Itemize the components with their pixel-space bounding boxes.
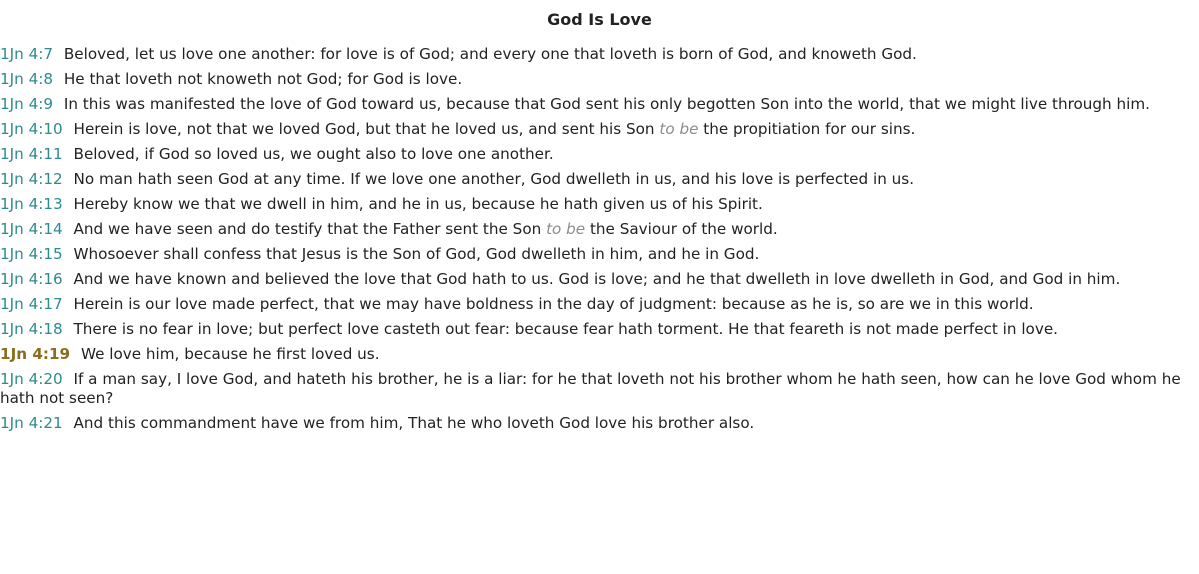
verse-ref-link[interactable]: 1Jn 4:17	[0, 295, 63, 313]
verse-text: Herein is our love made perfect, that we may have boldness in the day of judgment: because as he is, so are we in this world.	[73, 295, 1034, 313]
verse-ref-link[interactable]: 1Jn 4:15	[0, 245, 63, 263]
verse-ref-link[interactable]: 1Jn 4:12	[0, 170, 63, 188]
verse-text: Hereby know we that we dwell in him, and he in us, because he hath given us of his Spirit.	[73, 195, 763, 213]
verse-1jn-4-17	[0, 295, 1192, 314]
verse-text: We love him, because he first loved us.	[80, 345, 380, 363]
verse-text: In this was manifested the love of God toward us, because that God sent his only begotten Son into the world, that we might live through him.	[63, 95, 1150, 113]
verse-text-italic: to be	[659, 120, 699, 138]
verse-text: He that loveth not knoweth not God; for God is love.	[63, 70, 463, 88]
verse-1jn-4-15	[0, 245, 1192, 264]
verse-ref-link-current[interactable]: 1Jn 4:19	[0, 345, 71, 363]
verse-ref-link[interactable]: 1Jn 4:18	[0, 320, 63, 338]
verse-text: And we have known and believed the love that God hath to us. God is love; and he that dwelleth in love dwelleth in God, and God in him.	[73, 270, 1121, 288]
verse-text-italic: to be	[546, 220, 586, 238]
verse-text: Beloved, if God so loved us, we ought also to love one another.	[73, 145, 554, 163]
verse-text: the Saviour of the world.	[585, 220, 778, 238]
verse-1jn-4-11	[0, 145, 1192, 164]
verse-1jn-4-21	[0, 414, 1192, 433]
verse-1jn-4-10	[0, 120, 1192, 139]
verse-ref-link[interactable]: 1Jn 4:8	[0, 70, 54, 88]
verse-text: There is no fear in love; but perfect love casteth out fear: because fear hath torment. He that feareth is not made perfect in love.	[73, 320, 1059, 338]
verse-ref-link[interactable]: 1Jn 4:14	[0, 220, 63, 238]
verse-text: Herein is love, not that we loved God, but that he loved us, and sent his Son	[73, 120, 660, 138]
verse-ref-link[interactable]: 1Jn 4:9	[0, 95, 54, 113]
verse-text: Whosoever shall confess that Jesus is the Son of God, God dwelleth in him, and he in God.	[73, 245, 760, 263]
verse-1jn-4-9	[0, 95, 1192, 114]
verse-ref-link[interactable]: 1Jn 4:7	[0, 45, 54, 63]
verse-ref-link[interactable]: 1Jn 4:20	[0, 370, 63, 388]
verse-1jn-4-14	[0, 220, 1192, 239]
verse-text: Beloved, let us love one another: for love is of God; and every one that loveth is born of God, and knoweth God.	[63, 45, 917, 63]
verse-1jn-4-20	[0, 370, 1192, 408]
verse-1jn-4-7	[0, 45, 1192, 64]
verse-1jn-4-13	[0, 195, 1192, 214]
verse-1jn-4-18	[0, 320, 1192, 339]
verse-1jn-4-16	[0, 270, 1192, 289]
verse-1jn-4-12	[0, 170, 1192, 189]
verse-text: And this commandment have we from him, That he who loveth God love his brother also.	[73, 414, 755, 432]
verse-ref-link[interactable]: 1Jn 4:21	[0, 414, 63, 432]
page-title: God Is Love	[547, 10, 652, 29]
verse-text: If a man say, I love God, and hateth his brother, he is a liar: for he that loveth not his brother whom he hath seen, how can he love God whom he hath not seen?	[0, 370, 1181, 407]
verse-ref-link[interactable]: 1Jn 4:13	[0, 195, 63, 213]
verse-list	[0, 45, 1199, 439]
verse-ref-link[interactable]: 1Jn 4:10	[0, 120, 63, 138]
verse-text: No man hath seen God at any time. If we love one another, God dwelleth in us, and his love is perfected in us.	[73, 170, 915, 188]
verse-1jn-4-8	[0, 70, 1192, 89]
verse-ref-link[interactable]: 1Jn 4:11	[0, 145, 63, 163]
verse-1jn-4-19	[0, 345, 1192, 364]
verse-text: And we have seen and do testify that the Father sent the Son	[73, 220, 547, 238]
verse-ref-link[interactable]: 1Jn 4:16	[0, 270, 63, 288]
verse-text: the propitiation for our sins.	[698, 120, 916, 138]
